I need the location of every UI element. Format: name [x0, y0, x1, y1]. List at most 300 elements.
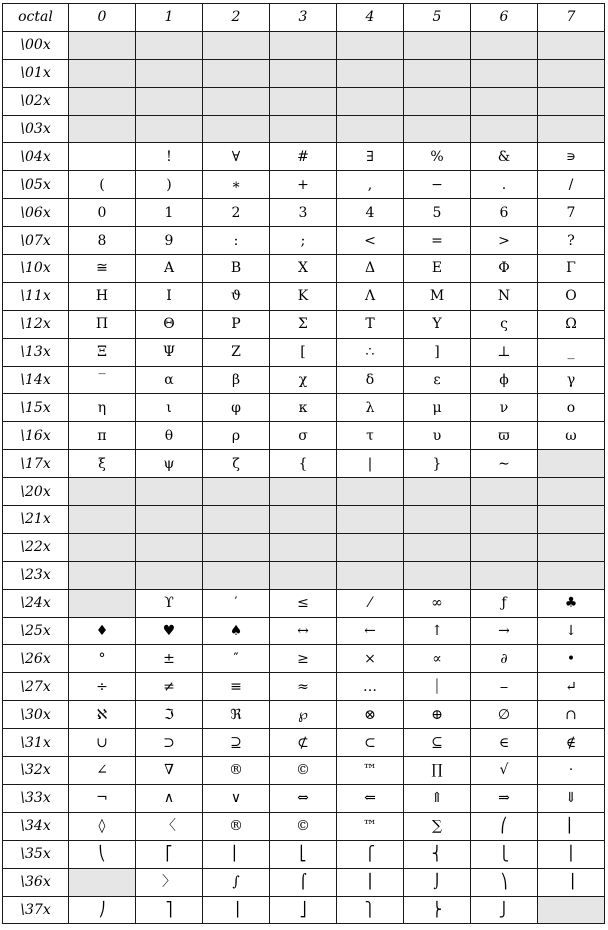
- glyph-cell: ƒ: [471, 589, 538, 617]
- row-header: \00x: [3, 31, 69, 59]
- empty-cell: [203, 31, 270, 59]
- table-row: [3, 561, 605, 589]
- empty-cell: [538, 59, 605, 87]
- glyph-cell: θ: [136, 422, 203, 450]
- glyph-cell: ⎟: [538, 868, 605, 896]
- table-row: [3, 115, 605, 143]
- glyph-cell: φ: [203, 394, 270, 422]
- glyph-cell: Υ: [404, 310, 471, 338]
- glyph-cell: Κ: [270, 282, 337, 310]
- glyph-cell: ∂: [471, 645, 538, 673]
- glyph-cell: ]: [404, 338, 471, 366]
- column-header: 1: [136, 4, 203, 32]
- glyph-cell: ⎛: [471, 812, 538, 840]
- row-header: \10x: [3, 255, 69, 283]
- glyph-cell: ⎠: [69, 896, 136, 924]
- glyph-cell: [69, 143, 136, 171]
- empty-cell: [203, 561, 270, 589]
- row-header: \06x: [3, 199, 69, 227]
- glyph-cell: ⎫: [337, 896, 404, 924]
- glyph-cell: ™: [337, 757, 404, 785]
- glyph-cell: ϕ: [471, 366, 538, 394]
- glyph-cell: √: [471, 757, 538, 785]
- glyph-cell: ι: [136, 394, 203, 422]
- table-row: [3, 478, 605, 506]
- glyph-cell: ¬: [69, 784, 136, 812]
- row-header: \15x: [3, 394, 69, 422]
- glyph-cell: ®: [203, 812, 270, 840]
- empty-cell: [471, 59, 538, 87]
- glyph-cell: >: [471, 227, 538, 255]
- empty-cell: [69, 31, 136, 59]
- table-row: [3, 840, 605, 868]
- empty-cell: [404, 59, 471, 87]
- table-row: [3, 533, 605, 561]
- empty-cell: [203, 533, 270, 561]
- glyph-cell: Ψ: [136, 338, 203, 366]
- table-row: [3, 506, 605, 534]
- glyph-cell: ∅: [471, 701, 538, 729]
- empty-cell: [538, 115, 605, 143]
- row-header: \34x: [3, 812, 69, 840]
- empty-cell: [538, 87, 605, 115]
- empty-cell: [136, 533, 203, 561]
- empty-cell: [471, 561, 538, 589]
- glyph-cell: ♦: [69, 617, 136, 645]
- glyph-cell: 7: [538, 199, 605, 227]
- glyph-cell: ⊥: [471, 338, 538, 366]
- glyph-cell: ≈: [270, 673, 337, 701]
- glyph-cell: Ζ: [203, 338, 270, 366]
- glyph-cell: ⎜: [538, 812, 605, 840]
- glyph-cell: ℵ: [69, 701, 136, 729]
- glyph-cell: ⊄: [270, 729, 337, 757]
- glyph-cell: Σ: [270, 310, 337, 338]
- glyph-cell: Ξ: [69, 338, 136, 366]
- glyph-cell: %: [404, 143, 471, 171]
- column-header: 7: [538, 4, 605, 32]
- empty-cell: [270, 561, 337, 589]
- glyph-cell: 〉: [136, 868, 203, 896]
- glyph-cell: {: [270, 450, 337, 478]
- table-row: [3, 812, 605, 840]
- empty-cell: [69, 868, 136, 896]
- glyph-cell: ≅: [69, 255, 136, 283]
- glyph-cell: 2: [203, 199, 270, 227]
- glyph-cell: ∉: [538, 729, 605, 757]
- glyph-cell: χ: [270, 366, 337, 394]
- row-header: \05x: [3, 171, 69, 199]
- table-row: [3, 338, 605, 366]
- glyph-cell: Δ: [337, 255, 404, 283]
- glyph-cell: Ι: [136, 282, 203, 310]
- glyph-cell: ⏐: [404, 673, 471, 701]
- glyph-cell: μ: [404, 394, 471, 422]
- empty-cell: [270, 87, 337, 115]
- glyph-cell: .: [471, 171, 538, 199]
- glyph-cell: ∠: [69, 757, 136, 785]
- glyph-cell: Α: [136, 255, 203, 283]
- glyph-cell: ⊗: [337, 701, 404, 729]
- glyph-cell: ⎨: [404, 840, 471, 868]
- row-header: \23x: [3, 561, 69, 589]
- row-header: \14x: [3, 366, 69, 394]
- row-header: \13x: [3, 338, 69, 366]
- empty-cell: [404, 478, 471, 506]
- glyph-cell: !: [136, 143, 203, 171]
- table-row: [3, 422, 605, 450]
- glyph-cell: ⇒: [471, 784, 538, 812]
- empty-cell: [538, 450, 605, 478]
- row-header: \26x: [3, 645, 69, 673]
- glyph-cell: ©: [270, 757, 337, 785]
- glyph-cell: ⁄: [337, 589, 404, 617]
- column-header: 6: [471, 4, 538, 32]
- glyph-cell: <: [337, 227, 404, 255]
- table-row: [3, 868, 605, 896]
- glyph-cell: ⎬: [404, 896, 471, 924]
- glyph-cell: ⇐: [337, 784, 404, 812]
- empty-cell: [69, 533, 136, 561]
- empty-cell: [136, 59, 203, 87]
- glyph-cell: ∍: [538, 143, 605, 171]
- row-header: \36x: [3, 868, 69, 896]
- glyph-cell: ♣: [538, 589, 605, 617]
- row-header: \03x: [3, 115, 69, 143]
- table-row: [3, 701, 605, 729]
- empty-cell: [538, 896, 605, 924]
- empty-cell: [337, 31, 404, 59]
- glyph-cell: ℑ: [136, 701, 203, 729]
- empty-cell: [69, 561, 136, 589]
- glyph-cell: ∩: [538, 701, 605, 729]
- glyph-cell: σ: [270, 422, 337, 450]
- glyph-cell: δ: [337, 366, 404, 394]
- empty-cell: [538, 478, 605, 506]
- column-header: 5: [404, 4, 471, 32]
- glyph-cell: ρ: [203, 422, 270, 450]
- glyph-cell: ⎞: [471, 868, 538, 896]
- empty-cell: [471, 31, 538, 59]
- table-row: [3, 784, 605, 812]
- glyph-cell: β: [203, 366, 270, 394]
- row-header: \07x: [3, 227, 69, 255]
- table-row: [3, 673, 605, 701]
- glyph-cell: ≤: [270, 589, 337, 617]
- empty-cell: [404, 561, 471, 589]
- empty-cell: [136, 506, 203, 534]
- row-header: \11x: [3, 282, 69, 310]
- glyph-cell: ⋅: [538, 757, 605, 785]
- glyph-cell: °: [69, 645, 136, 673]
- glyph-cell: ,: [337, 171, 404, 199]
- row-header: \35x: [3, 840, 69, 868]
- empty-cell: [136, 87, 203, 115]
- glyph-cell: ϑ: [203, 282, 270, 310]
- empty-cell: [203, 478, 270, 506]
- glyph-cell: ⎯: [471, 673, 538, 701]
- glyph-cell: 1: [136, 199, 203, 227]
- glyph-cell: …: [337, 673, 404, 701]
- corner-header: octal: [3, 4, 69, 32]
- glyph-cell: −: [404, 171, 471, 199]
- glyph-cell: Χ: [270, 255, 337, 283]
- glyph-cell: ⇓: [538, 784, 605, 812]
- glyph-cell: ®: [203, 757, 270, 785]
- glyph-cell: ™: [337, 812, 404, 840]
- empty-cell: [136, 115, 203, 143]
- empty-cell: [203, 87, 270, 115]
- column-header: 2: [203, 4, 270, 32]
- glyph-cell: ⎢: [203, 840, 270, 868]
- row-header: \32x: [3, 757, 69, 785]
- header-row: [3, 4, 605, 32]
- empty-cell: [337, 115, 404, 143]
- glyph-cell: ∀: [203, 143, 270, 171]
- glyph-cell: ℜ: [203, 701, 270, 729]
- glyph-cell: ∪: [69, 729, 136, 757]
- glyph-cell: ↓: [538, 617, 605, 645]
- table-row: [3, 31, 605, 59]
- glyph-cell: ∞: [404, 589, 471, 617]
- glyph-cell: &: [471, 143, 538, 171]
- glyph-cell: →: [471, 617, 538, 645]
- table-row: [3, 394, 605, 422]
- glyph-cell: ∼: [471, 450, 538, 478]
- glyph-cell: Μ: [404, 282, 471, 310]
- glyph-cell: ⎩: [471, 840, 538, 868]
- glyph-cell: ∫: [203, 868, 270, 896]
- table-row: [3, 227, 605, 255]
- glyph-cell: ?: [538, 227, 605, 255]
- glyph-cell: =: [404, 227, 471, 255]
- row-header: \21x: [3, 506, 69, 534]
- table-row: [3, 729, 605, 757]
- empty-cell: [404, 533, 471, 561]
- glyph-cell: λ: [337, 394, 404, 422]
- empty-cell: [270, 533, 337, 561]
- empty-cell: [136, 31, 203, 59]
- table-row: [3, 366, 605, 394]
- glyph-cell: ⊂: [337, 729, 404, 757]
- row-header: \33x: [3, 784, 69, 812]
- glyph-cell: |: [337, 450, 404, 478]
- glyph-cell: ς: [471, 310, 538, 338]
- row-header: \24x: [3, 589, 69, 617]
- empty-cell: [471, 506, 538, 534]
- glyph-cell: }: [404, 450, 471, 478]
- glyph-cell: ⊇: [203, 729, 270, 757]
- row-header: \01x: [3, 59, 69, 87]
- row-header: \16x: [3, 422, 69, 450]
- glyph-cell: ↑: [404, 617, 471, 645]
- table-row: [3, 617, 605, 645]
- glyph-cell: ⌡: [404, 868, 471, 896]
- row-header: \37x: [3, 896, 69, 924]
- empty-cell: [337, 506, 404, 534]
- glyph-cell: [: [270, 338, 337, 366]
- empty-cell: [270, 506, 337, 534]
- empty-cell: [538, 506, 605, 534]
- glyph-cell: τ: [337, 422, 404, 450]
- empty-cell: [471, 115, 538, 143]
- empty-cell: [404, 31, 471, 59]
- glyph-cell: :: [203, 227, 270, 255]
- empty-cell: [337, 478, 404, 506]
- column-header: 0: [69, 4, 136, 32]
- table-row: [3, 282, 605, 310]
- glyph-cell: π: [69, 422, 136, 450]
- row-header: \25x: [3, 617, 69, 645]
- glyph-cell: α: [136, 366, 203, 394]
- glyph-cell: Η: [69, 282, 136, 310]
- empty-cell: [270, 31, 337, 59]
- table-row: [3, 255, 605, 283]
- glyph-cell: ÷: [69, 673, 136, 701]
- glyph-cell: #: [270, 143, 337, 171]
- empty-cell: [136, 478, 203, 506]
- glyph-cell: Π: [69, 310, 136, 338]
- glyph-cell: _: [538, 338, 605, 366]
- row-header: \17x: [3, 450, 69, 478]
- empty-cell: [337, 87, 404, 115]
- glyph-cell: ∴: [337, 338, 404, 366]
- glyph-cell: ⊆: [404, 729, 471, 757]
- empty-cell: [471, 533, 538, 561]
- empty-cell: [203, 59, 270, 87]
- glyph-cell: +: [270, 171, 337, 199]
- glyph-cell: ⎤: [136, 896, 203, 924]
- empty-cell: [538, 31, 605, 59]
- empty-cell: [404, 115, 471, 143]
- glyph-cell: ©: [270, 812, 337, 840]
- empty-cell: [538, 561, 605, 589]
- glyph-cell: ℘: [270, 701, 337, 729]
- empty-cell: [270, 59, 337, 87]
- column-header: 3: [270, 4, 337, 32]
- glyph-cell: ): [136, 171, 203, 199]
- glyph-cell: 4: [337, 199, 404, 227]
- glyph-cell: 5: [404, 199, 471, 227]
- empty-cell: [270, 115, 337, 143]
- glyph-cell: Ω: [538, 310, 605, 338]
- glyph-cell: ζ: [203, 450, 270, 478]
- glyph-cell: ∧: [136, 784, 203, 812]
- glyph-cell: Ν: [471, 282, 538, 310]
- glyph-cell: ;: [270, 227, 337, 255]
- glyph-cell: Λ: [337, 282, 404, 310]
- table-row: [3, 143, 605, 171]
- glyph-cell: Ε: [404, 255, 471, 283]
- glyph-cell: ∇: [136, 757, 203, 785]
- glyph-cell: ◊: [69, 812, 136, 840]
- glyph-cell: ⎦: [270, 896, 337, 924]
- table-row: [3, 199, 605, 227]
- empty-cell: [203, 506, 270, 534]
- glyph-cell: ×: [337, 645, 404, 673]
- glyph-cell: ↵: [538, 673, 605, 701]
- row-header: \22x: [3, 533, 69, 561]
- empty-cell: [69, 506, 136, 534]
- glyph-cell: 6: [471, 199, 538, 227]
- empty-cell: [337, 533, 404, 561]
- empty-cell: [69, 87, 136, 115]
- glyph-cell: Ρ: [203, 310, 270, 338]
- row-header: \04x: [3, 143, 69, 171]
- empty-cell: [471, 478, 538, 506]
- glyph-cell: Γ: [538, 255, 605, 283]
- column-header: 4: [337, 4, 404, 32]
- glyph-cell: Τ: [337, 310, 404, 338]
- glyph-cell: Β: [203, 255, 270, 283]
- glyph-cell: ο: [538, 394, 605, 422]
- glyph-cell: ≠: [136, 673, 203, 701]
- glyph-cell: ⎮: [337, 868, 404, 896]
- row-header: \27x: [3, 673, 69, 701]
- glyph-cell: ⎡: [136, 840, 203, 868]
- glyph-cell: ⎣: [270, 840, 337, 868]
- table-row: [3, 896, 605, 924]
- glyph-cell: 〈: [136, 812, 203, 840]
- glyph-cell: ⎪: [538, 840, 605, 868]
- glyph-cell: ♠: [203, 617, 270, 645]
- empty-cell: [404, 87, 471, 115]
- glyph-cell: Φ: [471, 255, 538, 283]
- glyph-cell: γ: [538, 366, 605, 394]
- empty-cell: [69, 59, 136, 87]
- glyph-cell: ⎭: [471, 896, 538, 924]
- glyph-cell: ∃: [337, 143, 404, 171]
- glyph-cell: ←: [337, 617, 404, 645]
- empty-cell: [337, 561, 404, 589]
- glyph-cell: Θ: [136, 310, 203, 338]
- empty-cell: [69, 115, 136, 143]
- glyph-cell: ⎧: [337, 840, 404, 868]
- glyph-cell: ↔: [270, 617, 337, 645]
- glyph-cell: κ: [270, 394, 337, 422]
- empty-cell: [404, 506, 471, 534]
- glyph-cell: (: [69, 171, 136, 199]
- glyph-cell: ⎝: [69, 840, 136, 868]
- glyph-cell: 9: [136, 227, 203, 255]
- row-header: \30x: [3, 701, 69, 729]
- table-row: [3, 450, 605, 478]
- table-row: [3, 171, 605, 199]
- empty-cell: [270, 478, 337, 506]
- glyph-cell: ∈: [471, 729, 538, 757]
- glyph-cell: ϒ: [136, 589, 203, 617]
- glyph-cell: υ: [404, 422, 471, 450]
- glyph-cell: ⇔: [270, 784, 337, 812]
- glyph-cell: ⊕: [404, 701, 471, 729]
- glyph-cell: ω: [538, 422, 605, 450]
- glyph-cell: /: [538, 171, 605, 199]
- glyph-cell: 0: [69, 199, 136, 227]
- glyph-cell: ″: [203, 645, 270, 673]
- empty-cell: [203, 115, 270, 143]
- empty-cell: [136, 561, 203, 589]
- glyph-cell: ′: [203, 589, 270, 617]
- glyph-cell: ϖ: [471, 422, 538, 450]
- glyph-cell: ψ: [136, 450, 203, 478]
- glyph-cell: ∏: [404, 757, 471, 785]
- glyph-cell: ±: [136, 645, 203, 673]
- glyph-cell: ∑: [404, 812, 471, 840]
- glyph-cell: ξ: [69, 450, 136, 478]
- glyph-cell: ν: [471, 394, 538, 422]
- glyph-cell: ≡: [203, 673, 270, 701]
- empty-cell: [337, 59, 404, 87]
